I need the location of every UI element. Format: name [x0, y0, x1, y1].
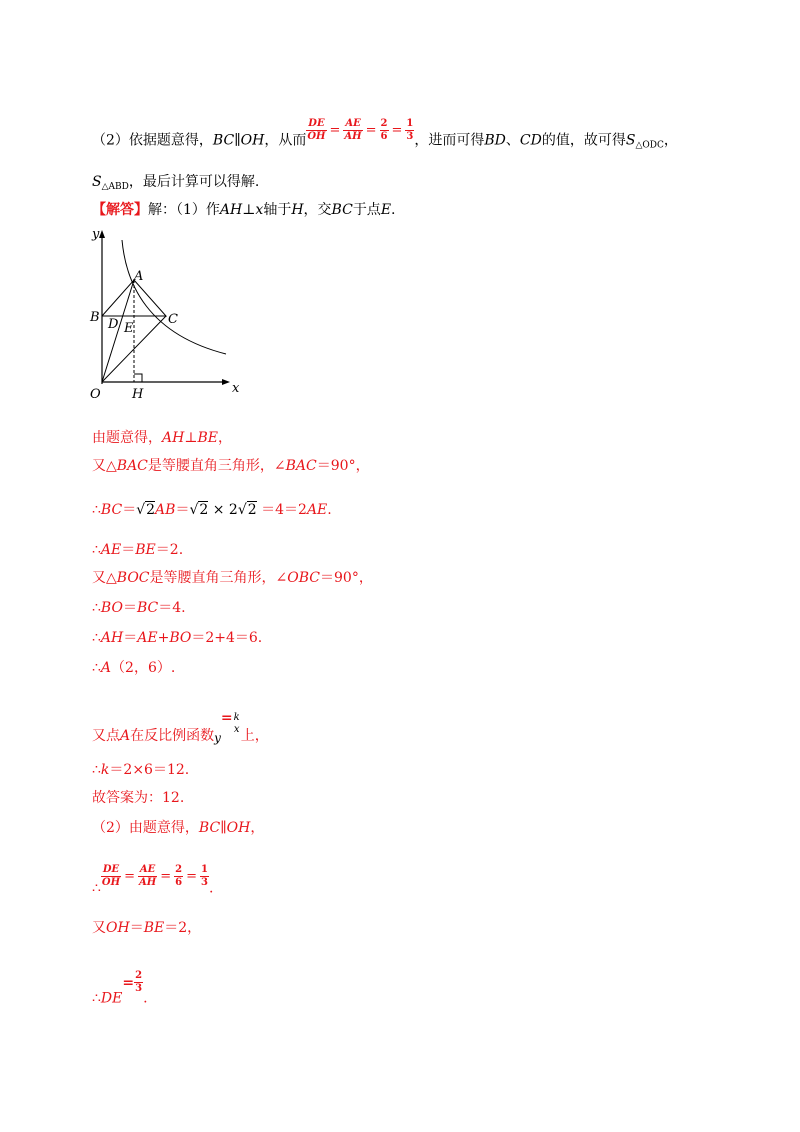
- text: BAC: [285, 458, 317, 474]
- text: 于点: [352, 202, 381, 218]
- text: BC: [331, 202, 353, 218]
- text: OBC: [287, 570, 321, 586]
- text: ＝2，: [164, 920, 202, 936]
- fraction-de-oh: $\frac{DE}{OH}$: [307, 118, 326, 142]
- text: S: [625, 132, 636, 149]
- text: × 2: [208, 502, 238, 518]
- solution-line-12: [92, 818, 264, 838]
- sqrt-symbol: √: [189, 502, 199, 518]
- text: A: [100, 660, 112, 676]
- solution-line-7: [92, 628, 262, 648]
- text: ＝4.: [158, 600, 186, 616]
- text: BO: [100, 600, 123, 616]
- solution-line-15: [92, 970, 148, 1011]
- text: OH: [106, 920, 130, 936]
- sqrt-radicand: 2: [199, 502, 209, 518]
- fraction-1-3: $\frac{1}{3}$: [201, 864, 208, 888]
- text: ＝: [122, 600, 137, 616]
- fraction-k-x: k x: [233, 712, 240, 735]
- text: y: [214, 731, 221, 745]
- hint-line-1: [92, 118, 678, 156]
- text: ∴: [92, 880, 101, 897]
- text: ＝4＝2: [256, 502, 307, 518]
- text: BOC: [116, 570, 150, 586]
- parallel-symbol: ∥: [234, 132, 241, 149]
- sqrt-radicand: 2: [146, 502, 156, 518]
- text: ∴: [92, 502, 101, 518]
- label-y: y: [92, 227, 100, 242]
- text: 在反比例函数: [130, 728, 215, 744]
- solution-line-13: [92, 864, 214, 901]
- text: 由题意得，: [92, 430, 162, 446]
- text: ∴: [92, 762, 101, 778]
- solution-line-4: [92, 540, 183, 560]
- text: （2，6）.: [111, 660, 176, 676]
- text: BC: [100, 502, 123, 518]
- text: ＝90°，: [316, 458, 370, 474]
- label-x: x: [232, 381, 240, 396]
- equals: =: [186, 868, 197, 884]
- text: ∥: [220, 820, 227, 836]
- sqrt-radicand: 2: [247, 502, 257, 518]
- text: 的值，故可得: [541, 132, 626, 149]
- text: ∴: [92, 660, 101, 676]
- text: 解：（1）作: [148, 202, 220, 218]
- equals: =: [220, 710, 233, 726]
- equals: =: [391, 122, 403, 138]
- text: AE: [306, 502, 328, 518]
- fraction-de-oh: $\frac{DE}{OH}$: [101, 864, 121, 888]
- text: E: [380, 202, 392, 218]
- label-a: A: [134, 269, 144, 284]
- fraction-ae-ah: $\frac{AE}{AH}$: [139, 864, 157, 888]
- subscript: △ODC: [635, 140, 664, 151]
- label-b: B: [90, 310, 100, 325]
- hint-line-2: [92, 172, 259, 197]
- text: OH: [240, 132, 265, 149]
- text: AE: [100, 542, 122, 558]
- text: BC: [212, 132, 235, 149]
- text: （2）依据题意得，: [92, 132, 213, 149]
- solution-line-9: [92, 710, 269, 748]
- solution-line-14: [92, 918, 201, 938]
- text: ＝: [122, 502, 137, 518]
- text: 又: [92, 920, 106, 936]
- text: BC: [198, 820, 221, 836]
- text: S: [92, 174, 102, 190]
- text: BE: [197, 430, 219, 446]
- text: ，最后计算可以得解.: [128, 174, 260, 190]
- text: 又△: [92, 570, 117, 586]
- text: ⊥: [184, 430, 198, 446]
- text: AE: [137, 630, 158, 646]
- text: ∴: [92, 600, 101, 616]
- text: ＝2+4＝6.: [191, 630, 263, 646]
- text: ＝: [129, 920, 144, 936]
- text: CD: [519, 132, 542, 149]
- fraction-2-6: $\frac{2}{6}$: [175, 864, 183, 888]
- text: AH: [162, 430, 185, 446]
- equals: =: [329, 122, 341, 138]
- label-c: C: [168, 312, 178, 327]
- text: ＝2×6＝12.: [109, 762, 190, 778]
- equals: =: [160, 868, 172, 884]
- label-d: D: [108, 317, 119, 332]
- text: DE: [100, 990, 123, 1007]
- solution-line-2: [92, 456, 370, 476]
- hyperbola-curve: [122, 240, 226, 354]
- text: 又△: [92, 458, 117, 474]
- text: .: [143, 990, 148, 1007]
- fraction-ae-ah: $\frac{AE}{AH}$: [344, 118, 362, 142]
- text: ，: [250, 820, 265, 836]
- geometry-figure: [88, 224, 268, 404]
- sqrt-symbol: √: [136, 502, 146, 518]
- text: ＝90°，: [320, 570, 373, 586]
- solution-line-3: [92, 500, 332, 520]
- equals: =: [124, 868, 135, 884]
- fraction-2-3: $\frac{2}{3}$: [135, 970, 143, 994]
- text: ，交: [303, 202, 332, 218]
- text: 又点: [92, 728, 120, 744]
- fraction-1-3: $\frac{1}{3}$: [406, 118, 414, 142]
- label-e: E: [124, 321, 134, 336]
- text: BE: [143, 920, 165, 936]
- text: .: [208, 880, 214, 897]
- text: ＝: [123, 630, 138, 646]
- text: BAC: [116, 458, 148, 474]
- solution-line-11: [92, 788, 184, 808]
- text: 是等腰直角三角形，∠: [149, 570, 288, 586]
- text: k: [100, 762, 110, 778]
- sqrt-symbol: √: [237, 502, 247, 518]
- text: BO: [169, 630, 192, 646]
- text: .: [327, 502, 332, 518]
- text: .: [391, 202, 396, 218]
- text: BC: [136, 600, 159, 616]
- text: 上，: [240, 728, 269, 744]
- solution-line-10: [92, 760, 189, 780]
- subscript: △ABD: [101, 182, 129, 192]
- text: ，进而可得: [414, 132, 485, 149]
- text: ，: [218, 430, 233, 446]
- answer-tag: 【解答】: [92, 202, 148, 218]
- text: （2）由题意得，: [92, 820, 199, 836]
- label-h: H: [132, 387, 144, 402]
- text: ＝2.: [155, 542, 184, 558]
- solution-line-6: [92, 598, 186, 618]
- text: ，: [663, 132, 678, 149]
- text: BD: [484, 132, 506, 149]
- y-axis-arrow: [99, 230, 105, 238]
- equals: =: [365, 122, 377, 138]
- perp-symbol: ⊥: [242, 202, 256, 218]
- text: 、: [505, 132, 520, 149]
- text: H: [291, 202, 304, 218]
- text: 轴于: [263, 202, 292, 218]
- text: x: [255, 202, 264, 218]
- equals: =: [122, 974, 135, 991]
- text: ＝: [175, 502, 190, 518]
- text: ，从而: [264, 132, 307, 149]
- text: OH: [226, 820, 251, 836]
- fraction-2-6: $\frac{2}{6}$: [380, 118, 388, 142]
- text: +: [157, 630, 170, 646]
- text: 是等腰直角三角形，∠: [147, 458, 286, 474]
- text: ＝: [121, 542, 136, 558]
- right-angle-mark: [134, 374, 142, 382]
- text: A: [120, 728, 131, 744]
- solution-line-8: [92, 658, 175, 678]
- text: AH: [100, 630, 124, 646]
- text: AH: [219, 202, 243, 218]
- label-o: O: [90, 387, 101, 402]
- text: BE: [135, 542, 156, 558]
- text: 故答案为：12.: [92, 790, 185, 806]
- answer-heading: [92, 200, 396, 220]
- solution-line-5: [92, 568, 373, 588]
- text: ∴: [92, 542, 101, 558]
- text: ∴: [92, 990, 101, 1007]
- text: ∴: [92, 630, 101, 646]
- text: AB: [155, 502, 176, 518]
- solution-line-1: [92, 428, 232, 448]
- x-axis-arrow: [222, 379, 230, 385]
